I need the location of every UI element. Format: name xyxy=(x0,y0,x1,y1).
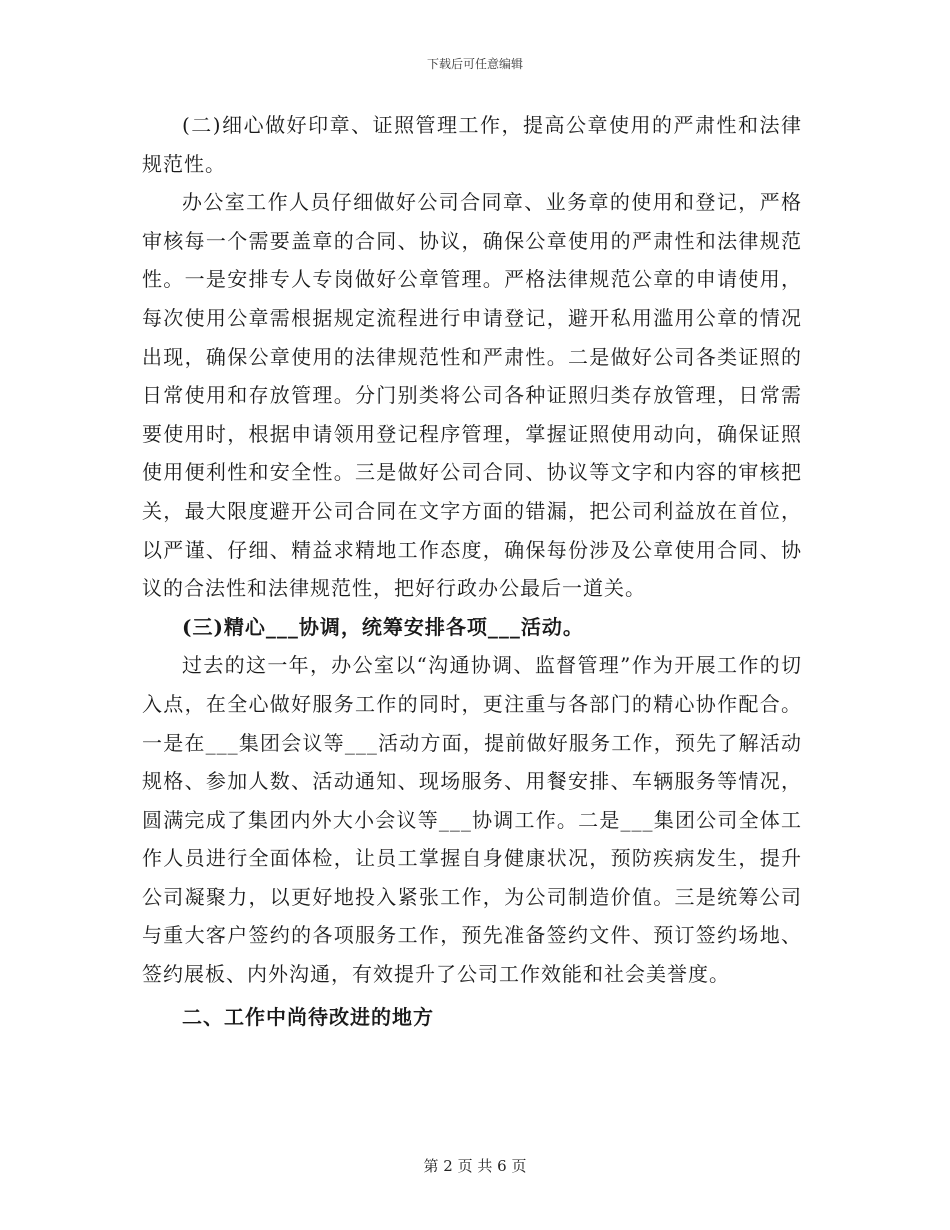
paragraph-seal-management: 办公室工作人员仔细做好公司合同章、业务章的使用和登记，严格审核每一个需要盖章的合同、协议，确保公章使用的严肃性和法律规范性。一是安排专人专岗做好公章管理。严格法律规范公章的申请使用，每次使用公章需根据规定流程进行申请登记，避开私用滥用公章的情况出现，确保公章使用的法律规范性和严肃性。二是做好公司各类证照的日常使用和存放管理。分门别类将公司各种证照归类存放管理，日常需要使用时，根据申请领用登记程序管理，掌握证照使用动向，确保证照使用便利性和安全性。三是做好公司合同、协议等文字和内容的审核把关，最大限度避开公司合同在文字方面的错漏，把公司利益放在首位，以严谨、仔细、精益求精地工作态度，确保每份涉及公章使用合同、协议的合法性和法律规范性，把好行政办公最后一道关。 xyxy=(142,190,802,601)
document-body xyxy=(142,106,802,1036)
page-footer: 第 2 页 共 6 页 xyxy=(423,1157,527,1175)
page-header: 下载后可任意编辑 xyxy=(426,57,523,71)
subheading-seal-management: (二)细心做好印章、证照管理工作，提高公章使用的严肃性和法律规范性。 xyxy=(142,113,802,176)
subheading-coordination: (三)精心___协调，统筹安排各项___活动。 xyxy=(182,614,584,639)
paragraph-coordination: 过去的这一年，办公室以“沟通协调、监督管理”作为开展工作的切入点，在全心做好服务工作的同时，更注重与各部门的精心协作配合。一是在___集团会议等___活动方面，提前做好服务工作，预先了解活动规格、参加人数、活动通知、现场服务、用餐安排、车辆服务等情况，圆满完成了集团内外大小会议等___协调工作。二是___集团公司全体工作人员进行全面体检，让员工掌握自身健康状况，预防疾病发生，提升公司凝聚力，以更好地投入紧张工作，为公司制造价值。三是统筹公司与重大客户签约的各项服务工作，预先准备签约文件、预订签约场地、签约展板、内外沟通，有效提升了公司工作效能和社会美誉度。 xyxy=(142,653,802,987)
section-heading-improvements: 二、工作中尚待改进的地方 xyxy=(182,1004,434,1029)
